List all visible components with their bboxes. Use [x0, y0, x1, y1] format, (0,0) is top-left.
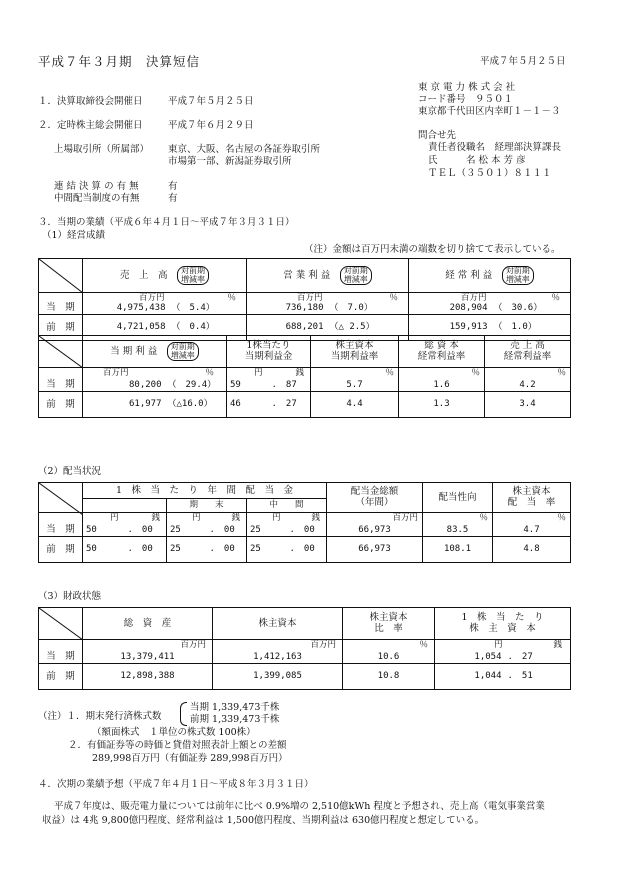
info-label: １．決算取締役会開催日 [38, 96, 143, 107]
header-dividend-ratio: 株主資本 配 当 率 [493, 483, 571, 513]
info-value: 平成７年６月２９日 [168, 120, 254, 131]
cell: 46 [227, 392, 269, 418]
cell: 銭 . 27 [505, 640, 571, 664]
row-label: 当 期 [39, 513, 83, 537]
cell: 円 59 [227, 368, 269, 392]
company-code: コード番号 ９５０１ [418, 94, 514, 105]
info-value: 有 [168, 181, 178, 192]
contact-title: 責任者役職名 経理部決算課長 [428, 142, 562, 153]
cell: 1.3 [399, 392, 485, 418]
cell: 銭 . 00 [287, 513, 327, 537]
page-title: 平成７年３月期 決算短信 [38, 54, 201, 69]
header-net-income: 当 期 利 益 対前期 増減率 [83, 336, 227, 368]
change-rate-label: 対前期 増減率 [177, 266, 209, 285]
cell: 銭 . 87 [269, 368, 311, 392]
forecast-body-1: 平成７年度は、販売電力量については前年に比べ 0.9%増の 2,510億kWh 程度と予想され、売上高（電気事業営業 [54, 801, 545, 812]
cell: . 00 [287, 537, 327, 563]
info-label: 上場取引所（所属部） [54, 144, 150, 155]
report-date: 平成７年５月２５日 [480, 56, 566, 67]
cell: ％ （ 7.0） [327, 293, 409, 315]
cell: . 00 [207, 537, 247, 563]
change-rate-label: 対前期 増減率 [340, 266, 372, 285]
cell: 銭 . 00 [207, 513, 247, 537]
note-par-value: （額面株式 １単位の株式数 100株） [92, 727, 256, 738]
note-shares-current: 当期 1,339,473千株 [190, 702, 280, 713]
cell: 円 1,054 [435, 640, 505, 664]
cell: 4.4 [311, 392, 399, 418]
row-label: 前 期 [39, 392, 83, 418]
table-row [39, 537, 571, 563]
diag-cell [39, 608, 83, 640]
cell: 61,977 [83, 392, 165, 418]
header-dividend-per-share: 1 株 当 た り 年 間 配 当 金 [83, 483, 327, 499]
table-row [39, 368, 571, 392]
diag-cell [39, 336, 83, 368]
brace [180, 702, 187, 726]
row-label: 前 期 [39, 315, 83, 341]
cell: 銭 . 00 [125, 513, 167, 537]
row-label: 当 期 [39, 640, 83, 664]
cell: 4,721,058 [83, 315, 169, 341]
section3-subtitle: （1）経営成績 [42, 230, 106, 241]
row-label: 前 期 [39, 537, 83, 563]
cell: 12,898,388 [83, 664, 213, 690]
change-rate-label: 対前期 増減率 [502, 266, 534, 285]
header-year-end: 期 末 [167, 499, 247, 513]
cell: 1,399,085 [213, 664, 343, 690]
results-table-2 [38, 335, 571, 418]
header-margin: 売 上 高 経常利益率 [485, 336, 571, 368]
cell: ％ 4.2 [485, 368, 571, 392]
row-label: 前 期 [39, 664, 83, 690]
cell: （ 0.4） [169, 315, 247, 341]
table-row [39, 664, 571, 690]
info-value: 有 [168, 193, 178, 204]
cell: ％ 5.7 [311, 368, 399, 392]
cell: 百万円 13,379,411 [83, 640, 213, 664]
info-label: 中間配当制度の有無 [54, 193, 140, 204]
table-row [39, 640, 571, 664]
header-equity: 株主資本 [213, 608, 343, 640]
change-rate-label: 対前期 増減率 [167, 342, 199, 361]
header-roa: 総 資 本 経常利益率 [399, 336, 485, 368]
cell: 円 50 [83, 513, 125, 537]
cell: （△ 2.5） [327, 315, 409, 341]
table-row [39, 513, 571, 537]
dividend-table [38, 482, 571, 563]
diag-cell [39, 259, 83, 293]
forecast-body-2: 収益）は 4兆 9,800億円程度、経常利益は 1,500億円程度、当期利益は 630億円程度と想定している。 [42, 815, 485, 826]
forecast-title: ４．次期の業績予想（平成７年４月１日～平成８年３月３１日） [38, 779, 314, 790]
info-value: 市場第一部、新潟証券取引所 [168, 156, 292, 167]
cell: . 51 [505, 664, 571, 690]
note-securities-value: 289,998百万円（有価証券 289,998百万円） [92, 753, 288, 764]
header-bps: 1 株 当 た り 株 主 資 本 [435, 608, 571, 640]
table-row [39, 392, 571, 418]
cell: ％ 1.6 [399, 368, 485, 392]
cell: ％ 10.6 [343, 640, 435, 664]
cell: . 27 [269, 392, 311, 418]
diag-cell [39, 483, 83, 513]
info-label: ２．定時株主総会開催日 [38, 120, 143, 131]
row-label: 当 期 [39, 293, 83, 315]
header-total-assets: 総 資 産 [83, 608, 213, 640]
cell: 百万円 736,180 [247, 293, 327, 315]
cell: ％ 4.7 [493, 513, 571, 537]
cell: 25 [247, 537, 287, 563]
cell: 66,973 [327, 537, 423, 563]
cell: 10.8 [343, 664, 435, 690]
header-roe: 株主資本 当期利益率 [311, 336, 399, 368]
dividend-title: （2）配当状況 [38, 466, 102, 477]
cell: 688,201 [247, 315, 327, 341]
cell: 百万円 1,412,163 [213, 640, 343, 664]
cell: 25 [167, 537, 207, 563]
financial-table [38, 607, 571, 690]
amount-note: （注）金額は百万円未満の端数を切り捨てて表示している。 [304, 244, 561, 255]
cell: （△16.0） [165, 392, 227, 418]
info-label: 連 結 決 算 の 有 無 [54, 181, 139, 192]
header-payout-ratio: 配当性向 [423, 483, 493, 513]
header-equity-ratio: 株主資本 比 率 [343, 608, 435, 640]
cell: 円 25 [167, 513, 207, 537]
info-value: 平成７年５月２５日 [168, 96, 254, 107]
contact-name: 氏 名 松 本 芳 彦 [428, 155, 526, 166]
cell: . 00 [125, 537, 167, 563]
cell: 百万円 80,200 [83, 368, 165, 392]
cell: ％ （ 29.4） [165, 368, 227, 392]
results-table-1 [38, 258, 571, 341]
cell: 3.4 [485, 392, 571, 418]
cell: ％ 83.5 [423, 513, 493, 537]
cell: 50 [83, 537, 125, 563]
row-label: 当 期 [39, 368, 83, 392]
header-sales: 売 上 高 対前期 増減率 [83, 259, 247, 293]
cell: 百万円 208,904 [409, 293, 491, 315]
header-total-dividend: 配当金総額 （年間） [327, 483, 423, 513]
contact-label: 問合せ先 [418, 130, 457, 141]
cell: 4.8 [493, 537, 571, 563]
cell: 百万円 4,975,438 [83, 293, 169, 315]
cell: ％ （ 30.6） [491, 293, 571, 315]
cell: 1,044 [435, 664, 505, 690]
company-name: 東 京 電 力 株 式 会 社 [418, 82, 516, 93]
header-interim: 中 間 [247, 499, 327, 513]
note-shares-label: （注）１．期末発行済株式数 [38, 711, 162, 722]
cell: （ 1.0） [491, 315, 571, 341]
header-eps: 1株当たり 当期利益金 [227, 336, 311, 368]
header-operating-profit: 営 業 利 益 対前期 増減率 [247, 259, 409, 293]
info-value: 東京、大阪、名古屋の各証券取引所 [168, 144, 321, 155]
cell: 百万円 66,973 [327, 513, 423, 537]
company-address: 東京都千代田区内幸町１－１－３ [418, 106, 561, 117]
contact-tel: ＴＥＬ（３５０１）８１１１ [428, 168, 552, 179]
note-shares-prior: 前期 1,339,473千株 [190, 714, 280, 725]
header-ordinary-profit: 経 常 利 益 対前期 増減率 [409, 259, 571, 293]
cell: ％ （ 5.4） [169, 293, 247, 315]
cell: 円 25 [247, 513, 287, 537]
note-securities: ２．有価証券等の時価と貸借対照表計上額との差額 [68, 740, 287, 751]
section3-title: ３．当期の業績（平成６年４月１日～平成７年３月３１日） [38, 217, 295, 228]
cell: 108.1 [423, 537, 493, 563]
table-row [39, 293, 571, 315]
cell: 159,913 [409, 315, 491, 341]
financial-title: （3）財政状態 [38, 591, 102, 602]
